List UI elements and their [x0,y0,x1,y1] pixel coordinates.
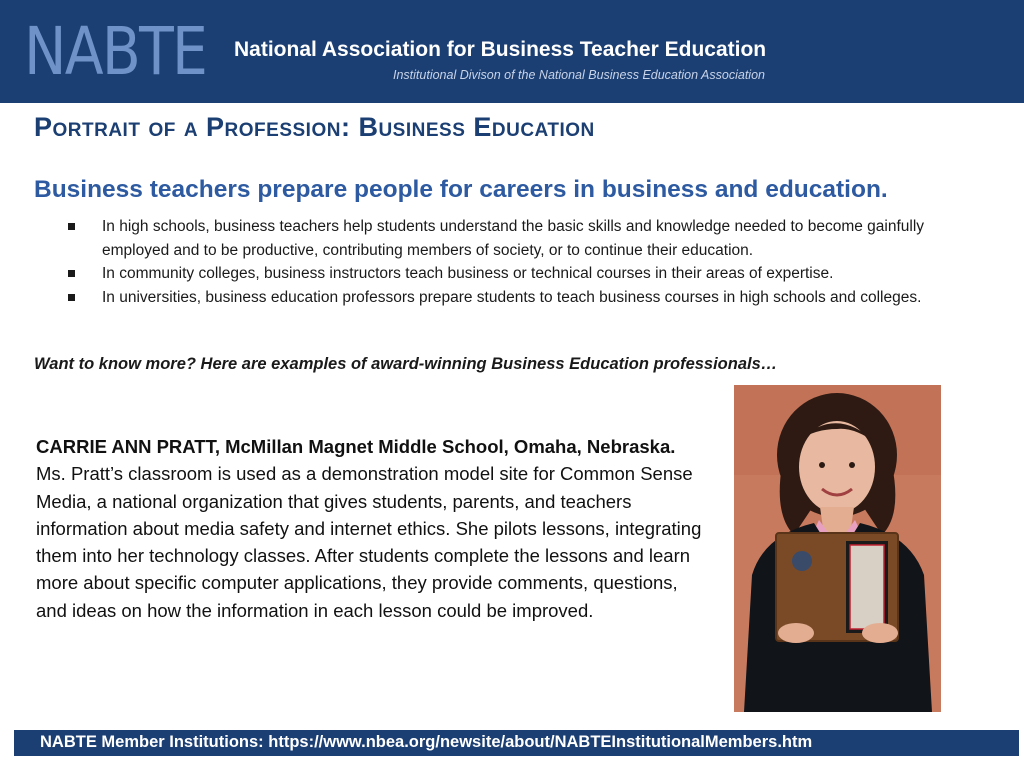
square-bullet-icon [68,270,75,277]
footer-banner [14,730,1019,756]
award-winner-portrait-image [734,385,941,712]
bullet-text: In high schools, business teachers help students understand the basic skills and knowledge needed to become gainfully employed and to be productive, contributing members of society, or to continue their education. [102,218,925,259]
bullet-text: In universities, business education professors prepare students to teach business courses in high schools and colleges. [102,288,922,306]
bullet-text: In community colleges, business instructors teach business or technical courses in their areas of expertise. [102,265,834,282]
square-bullet-icon [68,294,75,301]
profile-bio [36,433,704,624]
organization-name: National Association for Business Teacher Education [234,38,767,61]
bullet-list [68,215,988,309]
square-bullet-icon [68,223,75,230]
page-subtitle: Business teachers prepare people for careers in business and education. [34,176,888,203]
member-institutions-link[interactable]: NABTE Member Institutions: https://www.nbea.org/newsite/about/NABTEInstitutionalMembers.htm [40,733,813,751]
bullet-item-community-colleges [68,262,988,286]
nabte-logo: NABTE [24,13,207,90]
page-title: Portrait of a Profession: Business Education [34,112,595,142]
bullet-item-high-schools [68,215,988,262]
profile-photo [734,385,941,712]
bullet-item-universities [68,286,988,310]
call-to-action: Want to know more? Here are examples of award-winning Business Education professionals… [34,355,778,373]
profile-description: Ms. Pratt’s classroom is used as a demonstration model site for Common Sense Media, a national organization that gives students, parents, and teachers information about media safety and internet ethics. She pilots lessons, integrating them into her technology classes. After students complete the lessons and learn more about specific computer applications, they provide comments, questions, and ideas on how the information in each lesson could be improved. [36,463,702,621]
header-banner [0,0,1024,103]
organization-subtitle: Institutional Divison of the National Business Education Association [393,68,765,82]
profile-name: CARRIE ANN PRATT, McMillan Magnet Middle School, Omaha, Nebraska. [36,436,676,457]
